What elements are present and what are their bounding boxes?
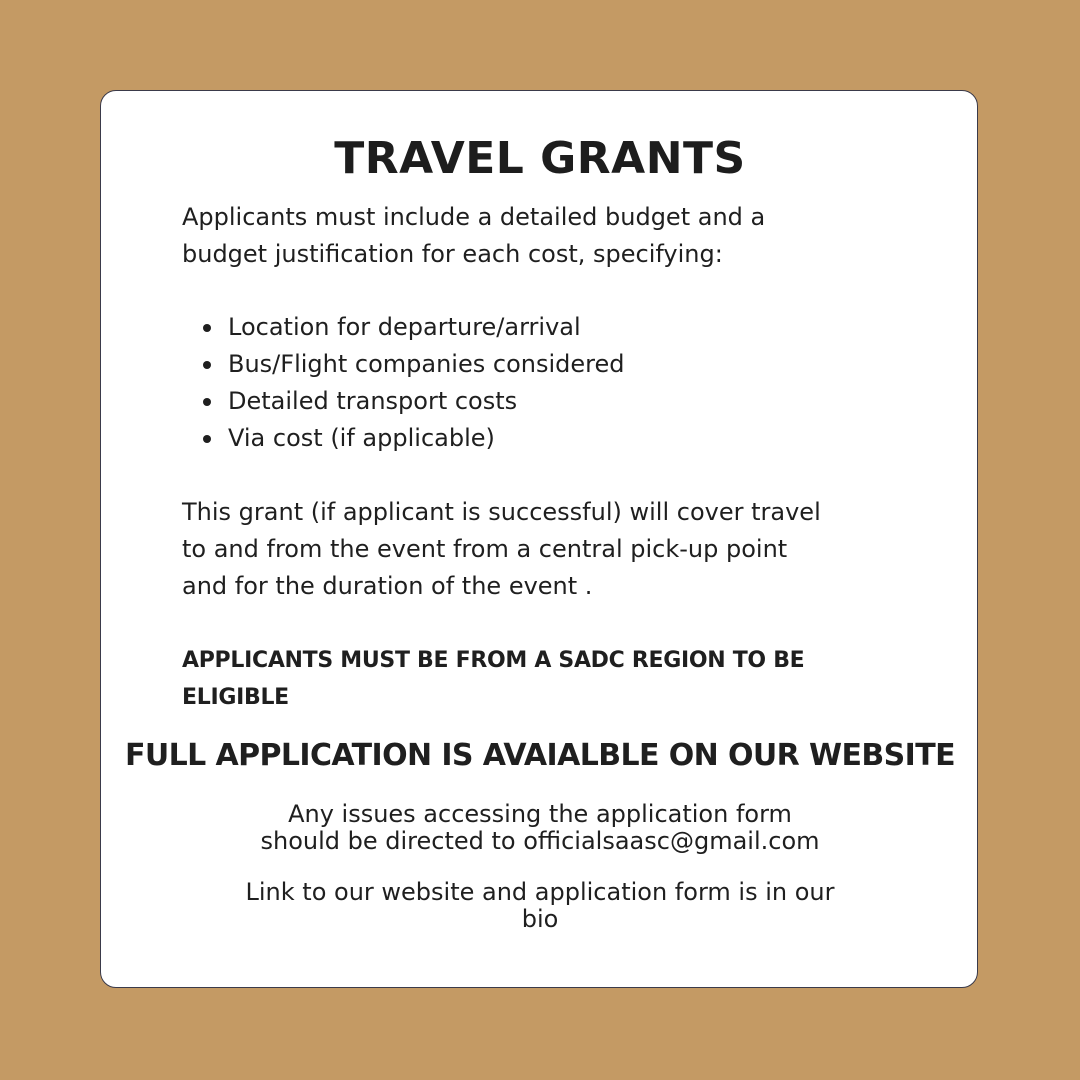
list-item: Via cost (if applicable) [228, 420, 948, 457]
intro-line: Applicants must include a detailed budget and a [182, 203, 766, 231]
link-line: Link to our website and application form is in our [245, 878, 835, 906]
coverage-line: This grant (if applicant is successful) will cover travel [182, 498, 821, 526]
issues-text [101, 801, 979, 855]
eligibility-line: APPLICANTS MUST BE FROM A SADC REGION TO BE [182, 648, 805, 673]
issues-line: should be directed to officialsaasc@gmail.com [260, 827, 820, 855]
coverage-text [182, 494, 902, 605]
requirements-list [182, 309, 948, 457]
eligibility-line: ELIGIBLE [182, 685, 289, 710]
intro-text [182, 199, 902, 273]
link-text [101, 879, 979, 933]
list-item: Detailed transport costs [228, 383, 948, 420]
website-notice: FULL APPLICATION IS AVAIALBLE ON OUR WEBSITE [124, 738, 956, 773]
list-item: Bus/Flight companies considered [228, 346, 948, 383]
list-item: Location for departure/arrival [228, 309, 948, 346]
coverage-line: to and from the event from a central pick-up point [182, 535, 788, 563]
eligibility-notice [182, 642, 902, 716]
info-card [100, 90, 978, 988]
link-line: bio [521, 905, 559, 933]
issues-line: Any issues accessing the application form [288, 800, 792, 828]
page-title: TRAVEL GRANTS [334, 133, 746, 184]
intro-line: budget justification for each cost, specifying: [182, 240, 723, 268]
coverage-line: and for the duration of the event . [182, 572, 593, 600]
